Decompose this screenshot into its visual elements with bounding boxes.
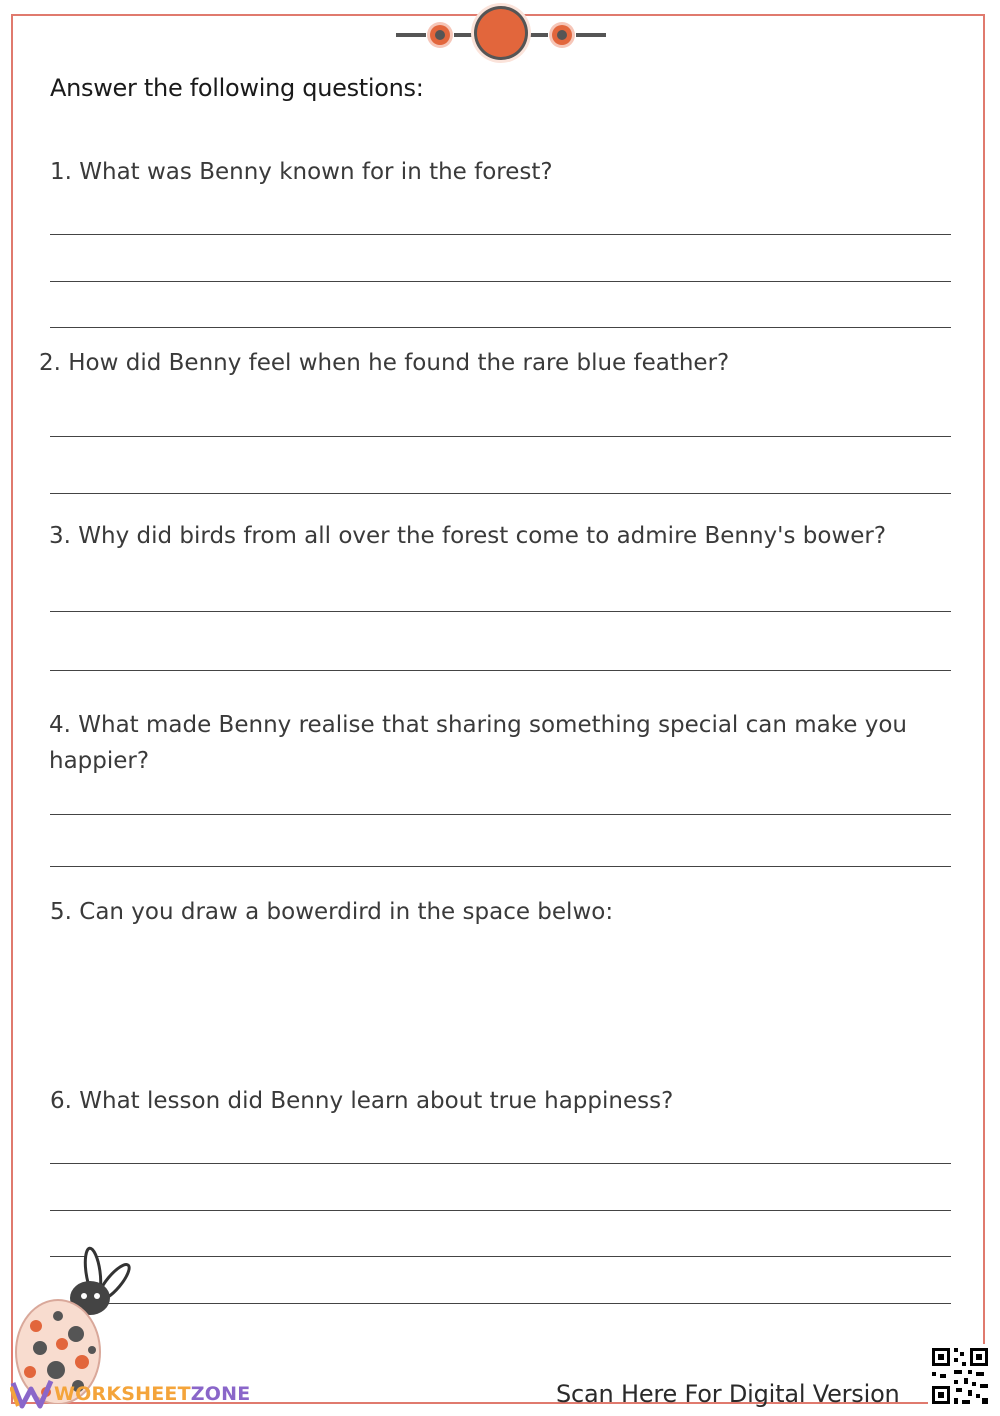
answer-line[interactable] <box>50 1303 951 1304</box>
drawing-area[interactable] <box>50 940 951 1070</box>
scan-instruction: Scan Here For Digital Version <box>556 1380 900 1408</box>
question-5: 5. Can you draw a bowerdird in the space belwo: <box>50 899 614 925</box>
answer-line[interactable] <box>50 611 951 612</box>
answer-line[interactable] <box>50 281 951 282</box>
answer-line[interactable] <box>50 493 951 494</box>
answer-line[interactable] <box>50 234 951 235</box>
answer-line[interactable] <box>50 327 951 328</box>
worksheet-heading: Answer the following questions: <box>50 74 424 102</box>
logo-w-icon <box>10 1379 54 1409</box>
logo-text-zone: ZONE <box>190 1383 251 1405</box>
question-6: 6. What lesson did Benny learn about true happiness? <box>50 1088 674 1114</box>
answer-line[interactable] <box>50 1256 951 1257</box>
answer-line[interactable] <box>50 866 951 867</box>
answer-line[interactable] <box>50 670 951 671</box>
logo-text-worksheet: WORKSHEET <box>54 1383 191 1405</box>
qr-code-icon[interactable] <box>928 1344 992 1408</box>
answer-line[interactable] <box>50 1210 951 1211</box>
worksheetzone-logo[interactable] <box>10 1378 250 1410</box>
answer-line[interactable] <box>50 814 951 815</box>
answer-line[interactable] <box>50 1163 951 1164</box>
flower-ornament-icon <box>396 2 606 66</box>
question-3: 3. Why did birds from all over the forest come to admire Benny's bower? <box>49 523 887 549</box>
question-1: 1. What was Benny known for in the forest? <box>50 159 553 185</box>
logo-text <box>54 1383 250 1405</box>
question-4: 4. What made Benny realise that sharing something special can make you happier? <box>49 712 907 774</box>
question-2: 2. How did Benny feel when he found the rare blue feather? <box>39 350 730 376</box>
answer-line[interactable] <box>50 436 951 437</box>
